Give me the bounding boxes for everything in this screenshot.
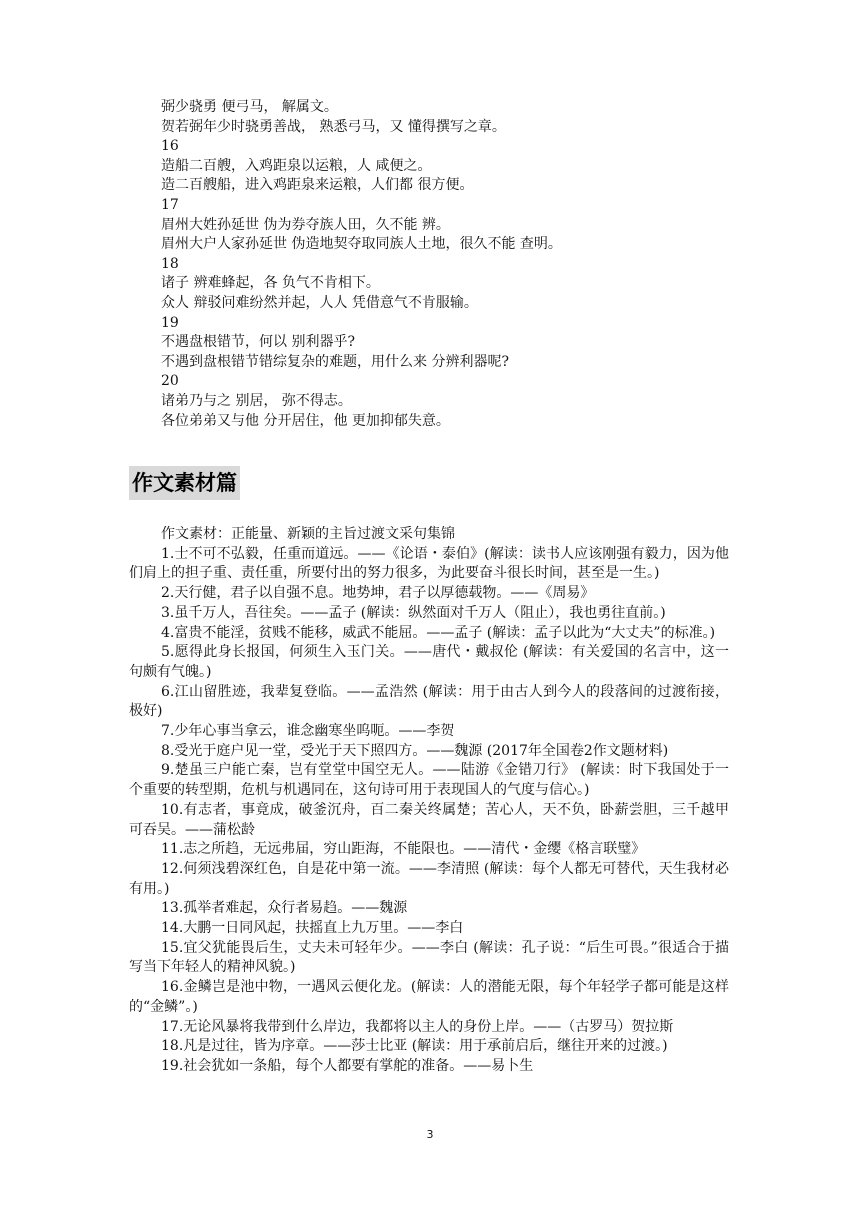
text-line: 诸子 辨难蜂起，各 负气不肯相下。: [161, 275, 380, 292]
item-number: 16: [161, 138, 179, 155]
quote-item: 4.富贵不能淫，贫贱不能移，威武不能屈。——孟子 (解读：孟子以此为“大丈夫”的标准。): [161, 624, 716, 641]
quote-item: 18.凡是过往，皆为序章。——莎士比亚 (解读：用于承前启后，继往开来的过渡。): [161, 1038, 668, 1055]
text-line: 眉州大姓孙延世 伪为券夺族人田，久不能 辨。: [161, 216, 450, 233]
quote-item: 5.愿得此身长报国，何须生入玉门关。——唐代・戴叔伦 (解读：有关爱国的名言中，这一句颇有气魄。): [129, 644, 729, 680]
quote-item: 8.受光于庭户见一堂，受光于天下照四方。——魏源 (2017年全国卷2作文题材料): [161, 742, 669, 759]
page-number: 3: [426, 1128, 434, 1141]
quote-item: 12.何须浅碧深红色，自是花中第一流。——李清照 (解读：每个人都无可替代，天生我材必有用。): [129, 860, 729, 897]
quote-item: 15.宜父犹能畏后生，丈夫未可轻年少。——李白 (解读：孔子说：“后生可畏。”很适合于描写当下年轻人的精神风貌。): [129, 939, 729, 976]
quote-item: 9.楚虽三户能亡秦，岂有堂堂中国空无人。——陆游《金错刀行》 (解读：时下我国处于一个重要的转型期，危机与机遇同在，这句诗可用于表现国人的气度与信心。): [129, 762, 729, 799]
text-line: 贺若弼年少时骁勇善战， 熟悉弓马，又 懂得撰写之章。: [161, 118, 506, 135]
text-line: 众人 辩驳问难纷然并起，人人 凭借意气不肯服输。: [161, 294, 478, 311]
quote-item: 2.天行健，君子以自强不息。地势坤，君子以厚德载物。——《周易》: [161, 585, 595, 602]
quote-item: 14.大鹏一日同风起，扶摇直上九万里。——李白: [161, 920, 464, 937]
quote-item: 19.社会犹如一条船，每个人都要有掌舵的准备。——易卜生: [161, 1057, 534, 1074]
text-line: 眉州大户人家孙延世 伪造地契夺取同族人土地，很久不能 查明。: [161, 236, 562, 253]
material-intro: 作文素材：正能量、新颖的主旨过渡文采句集锦: [161, 526, 455, 542]
text-line: 造二百艘船，进入鸡距泉来运粮，人们都 很方便。: [161, 177, 474, 194]
quote-item: 7.少年心事当拿云，谁念幽寒坐呜呃。——李贺: [161, 723, 455, 740]
item-number: 17: [161, 196, 179, 213]
text-line: 不遇到盘根错节错综复杂的难题，用什么来 分辨利器呢?: [161, 353, 509, 370]
quote-item: 11.志之所趋，无远弗届，穷山距海，不能限也。——清代・金缨《格言联璧》: [161, 841, 646, 858]
quote-item: 16.金鳞岂是池中物，一遇风云便化龙。(解读：人的潜能无限，每个年轻学子都可能是这样的“金鳞”。): [129, 979, 729, 1015]
quote-item: 1.士不可不弘毅，任重而道远。——《论语・泰伯》(解读：读书人应该刚强有毅力，因为他们肩上的担子重、责任重，所要付出的努力很多，为此要奋斗很长时间，甚至是一生。): [129, 545, 729, 582]
quote-item: 17.无论风暴将我带到什么岸边，我都将以主人的身份上岸。——（古罗马）贺拉斯: [161, 1018, 674, 1035]
quote-item: 10.有志者，事竟成，破釜沉舟，百二秦关终属楚；苦心人，天不负，卧薪尝胆，三千越甲可吞吴。——蒲松龄: [129, 801, 729, 838]
quote-item: 3.虽千万人，吾往矣。——孟子 (解读：纵然面对千万人（阻止），我也勇往直前。): [161, 604, 666, 621]
item-number: 19: [161, 314, 179, 331]
material-section: [129, 525, 729, 1077]
text-line: 诸弟乃与之 别居， 弥不得志。: [161, 392, 352, 409]
item-number: 18: [161, 255, 179, 272]
text-line: 各位弟弟又与他 分开居住，他 更加抑郁失意。: [161, 412, 450, 429]
item-number: 20: [161, 373, 179, 390]
text-line: 不遇盘根错节，何以 别利器乎?: [161, 334, 355, 351]
text-line: 造船二百艘，入鸡距泉以运粮，人 咸便之。: [161, 157, 432, 174]
quote-item: 13.孤举者难起，众行者易趋。——魏源: [161, 900, 408, 917]
translation-list: [161, 98, 761, 431]
quote-item: 6.江山留胜迹，我辈复登临。——孟浩然 (解读：用于由古人到今人的段落间的过渡衔接，极好): [129, 683, 729, 720]
section-heading: 作文素材篇: [129, 466, 240, 500]
text-line: 弼少骁勇 便弓马， 解属文。: [161, 99, 338, 115]
